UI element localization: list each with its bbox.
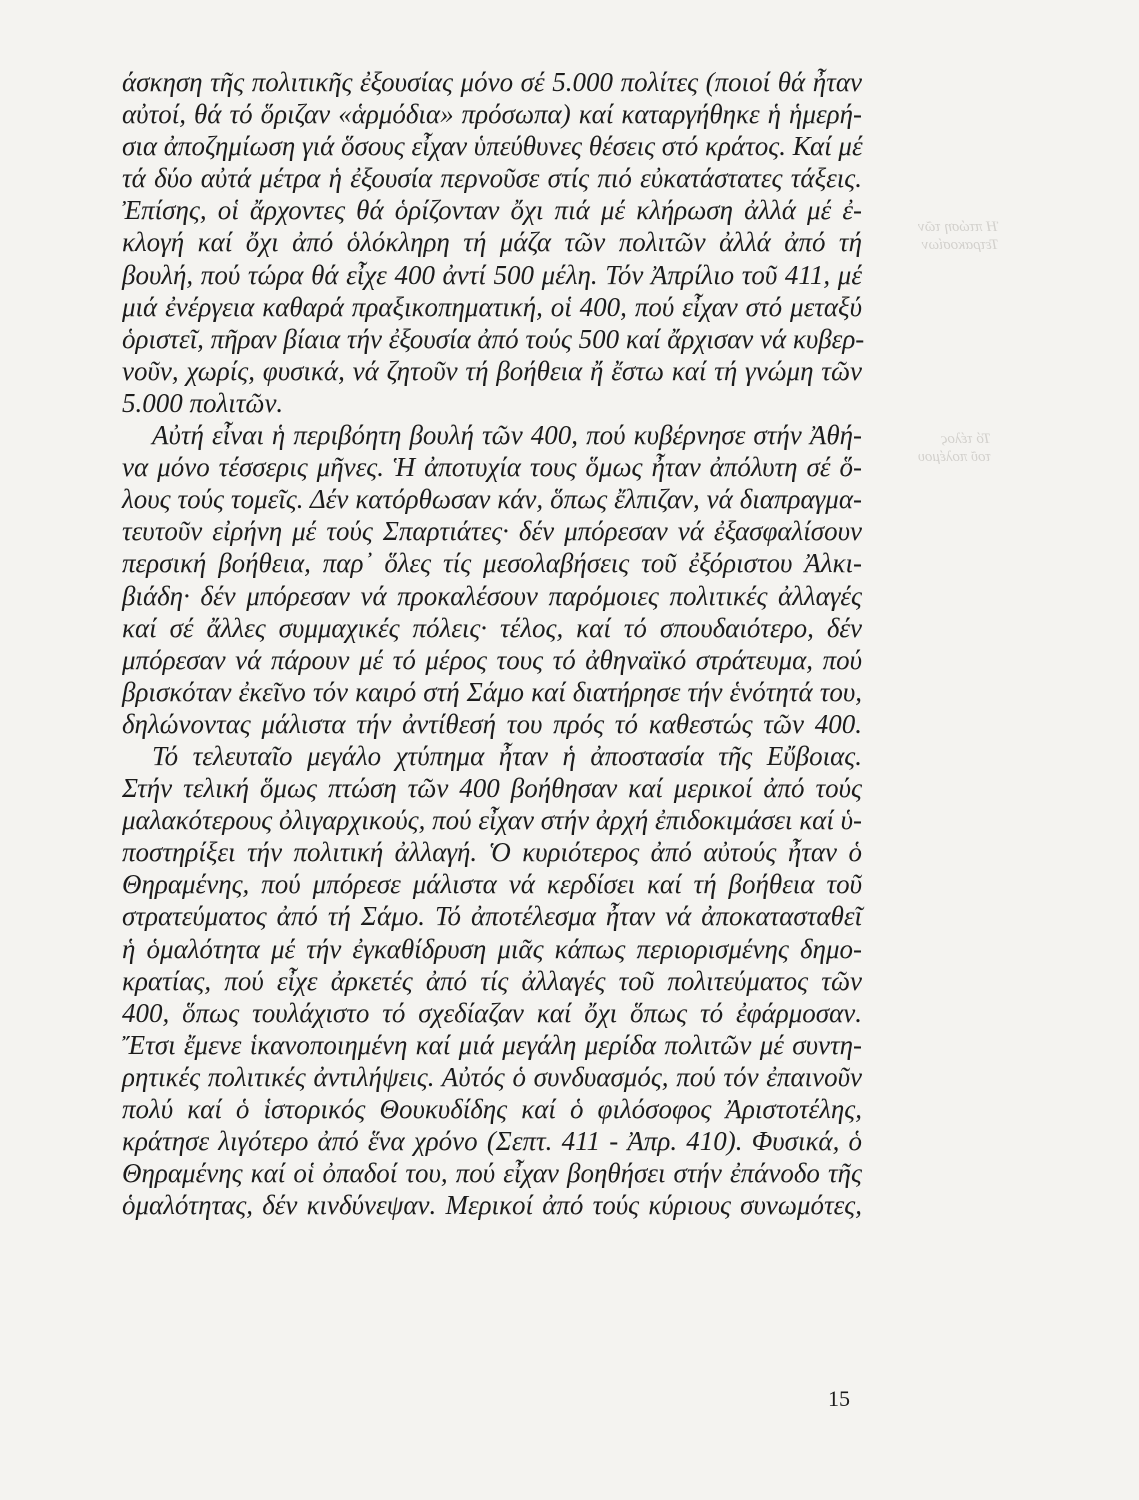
- text-line: ὁμαλότητας, δέν κινδύνεψαν. Μερικοί ἀπό τούς κύριους συνωμότες,: [122, 1190, 862, 1221]
- text-line: μπόρεσαν νά πάρουν μέ τό μέρος τους τό ἀθηναϊκό στράτευμα, πού: [122, 644, 862, 675]
- margin-note-bleed-through: [918, 430, 991, 466]
- text-line: ἡ ὁμαλότητα μέ τήν ἐγκαθίδρυση μιᾶς κάπως περιορισμένης δημο-: [122, 933, 862, 964]
- text-line: νοῦν, χωρίς, φυσικά, νά ζητοῦν τή βοήθεια ἤ ἔστω καί τή γνώμη τῶν: [122, 355, 862, 386]
- text-line: Αὐτή εἶναι ἡ περιβόητη βουλή τῶν 400, πού κυβέρνησε στήν Ἀθή-: [152, 420, 862, 451]
- text-line: σια ἀποζημίωση γιά ὅσους εἶχαν ὑπεύθυνες θέσεις στό κράτος. Καί μέ: [122, 131, 863, 162]
- text-line: Στήν τελική ὅμως πτώση τῶν 400 βοήθησαν καί μερικοί ἀπό τούς: [122, 773, 862, 804]
- text-line: ποστηρίξει τήν πολιτική ἀλλαγή. Ὁ κυριότερος ἀπό αὐτούς ἦταν ὁ: [122, 837, 862, 868]
- text-line: βουλή, πού τώρα θά εἶχε 400 ἀντί 500 μέλη. Τόν Ἀπρίλιο τοῦ 411, μέ: [122, 259, 862, 290]
- text-line: βρισκόταν ἐκεῖνο τόν καιρό στή Σάμο καί διατήρησε τήν ἑνότητά του,: [122, 676, 862, 707]
- margin-note-bleed-through: [918, 218, 999, 254]
- text-line: Ἔτσι ἔμενε ἱκανοποιημένη καί μιά μεγάλη μερίδα πολιτῶν μέ συντη-: [122, 1029, 862, 1060]
- text-line: [122, 1221, 862, 1253]
- text-line: Ἐπίσης, οἱ ἄρχοντες θά ὁρίζονταν ὄχι πιά μέ κλήρωση ἀλλά μέ ἐ-: [122, 195, 862, 226]
- text-line: κρατίας, πού εἶχε ἀρκετές ἀπό τίς ἀλλαγές τοῦ πολιτεύματος τῶν: [122, 965, 862, 996]
- text-line: κράτησε λιγότερο ἀπό ἕνα χρόνο (Σεπτ. 411 - Ἀπρ. 410). Φυσικά, ὁ: [122, 1126, 862, 1157]
- text-line: Θηραμένης, πού μπόρεσε μάλιστα νά κερδίσει καί τή βοήθεια τοῦ: [122, 869, 862, 900]
- text-line: περσική βοήθεια, παρ᾽ ὅλες τίς μεσολαβήσεις τοῦ ἐξόριστου Ἀλκι-: [122, 548, 862, 579]
- text-line: Τό τελευταῖο μεγάλο χτύπημα ἦταν ἡ ἀποστασία τῆς Εὔβοιας.: [152, 740, 862, 771]
- text-line: Θηραμένης καί οἱ ὀπαδοί του, πού εἶχαν βοηθήσει στήν ἐπάνοδο τῆς: [122, 1158, 862, 1189]
- text-line: τευτοῦν εἰρήνη μέ τούς Σπαρτιάτες· δέν μπόρεσαν νά ἐξασφαλίσουν: [122, 516, 862, 547]
- text-line: αὐτοί, θά τό ὅριζαν «ἁρμόδια» πρόσωπα) καί καταργήθηκε ἡ ἡμερή-: [122, 99, 862, 130]
- text-line: 400, ὅπως τουλάχιστο τό σχεδίαζαν καί ὄχι ὅπως τό ἐφάρμοσαν.: [122, 997, 862, 1028]
- text-line: στρατεύματος ἀπό τή Σάμο. Τό ἀποτέλεσμα ἦταν νά ἀποκατασταθεῖ: [122, 901, 862, 932]
- text-line: μαλακότερους ὀλιγαρχικούς, πού εἶχαν στήν ἀρχή ἐπιδοκιμάσει καί ὑ-: [122, 805, 862, 836]
- text-line: ὁριστεῖ, πῆραν βίαια τήν ἐξουσία ἀπό τούς 500 καί ἄρχισαν νά κυβερ-: [122, 323, 865, 354]
- text-line: λους τούς τομεῖς. Δέν κατόρθωσαν κάν, ὅπως ἔλπιζαν, νά διαπραγμα-: [122, 484, 862, 515]
- margin-note-line: Τό τέλος: [941, 431, 991, 447]
- margin-note-line: Ἡ πτώση τῶν: [918, 219, 999, 235]
- text-line: πολύ καί ὁ ἱστορικός Θουκυδίδης καί ὁ φιλόσοφος Ἀριστοτέλης,: [122, 1094, 862, 1124]
- text-line: τά δύο αὐτά μέτρα ἡ ἐξουσία περνοῦσε στίς πιό εὐκατάστατες τάξεις.: [122, 163, 862, 194]
- text-line: καί σέ ἄλλες συμμαχικές πόλεις· τέλος, καί τό σπουδαιότερο, δέν: [122, 612, 862, 643]
- page-number: 15: [828, 1386, 850, 1411]
- text-line: άσκηση τῆς πολιτικῆς ἐξουσίας μόνο σέ 5.000 πολίτες (ποιοί θά ἦταν: [122, 67, 862, 97]
- text-line: 5.000 πολιτῶν.: [122, 387, 284, 418]
- text-line: βιάδη· δέν μπόρεσαν νά προκαλέσουν παρόμοιες πολιτικές ἀλλαγές: [122, 580, 862, 611]
- margin-note-line: τοῦ πολέμου: [918, 449, 991, 465]
- text-line: δηλώνοντας μάλιστα τήν ἀντίθεσή του πρός τό καθεστώς τῶν 400.: [122, 708, 862, 739]
- text-line: ρητικές πολιτικές ἀντιλήψεις. Αὐτός ὁ συνδυασμός, πού τόν ἐπαινοῦν: [122, 1061, 862, 1092]
- margin-note-line: Τετρακοσίων: [921, 237, 999, 253]
- main-text: [122, 66, 865, 1253]
- text-line: κλογή καί ὄχι ἀπό ὁλόκληρη τή μάζα τῶν πολιτῶν ἀλλά ἀπό τή: [122, 227, 862, 258]
- text-line: μιά ἐνέργεια καθαρά πραξικοπηματική, οἱ 400, πού εἶχαν στό μεταξύ: [122, 291, 862, 322]
- text-line: να μόνο τέσσερις μῆνες. Ἡ ἀποτυχία τους ὅμως ἦταν ἀπόλυτη σέ ὅ-: [122, 452, 862, 483]
